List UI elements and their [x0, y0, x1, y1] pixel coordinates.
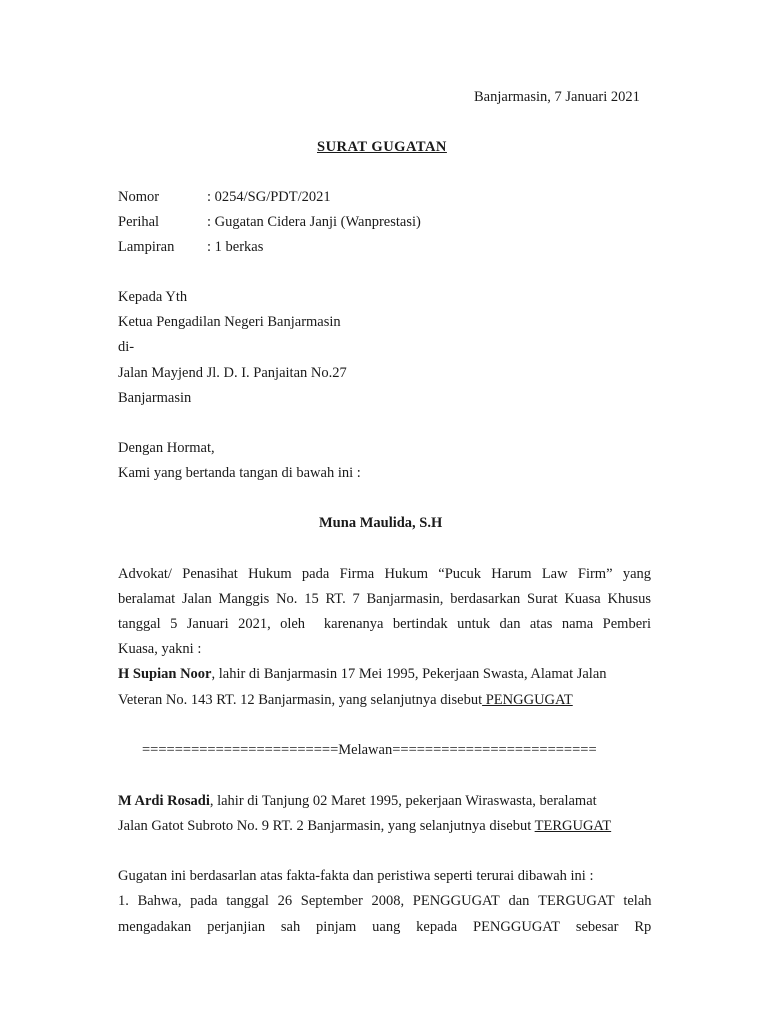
defendant-address: Jalan Gatot Subroto No. 9 RT. 2 Banjarmasin, yang selanjutnya disebut — [118, 818, 535, 834]
paragraph-line: tanggal 5 Januari 2021, oleh karenanya bertindak untuk dan atas nama Pemberi — [118, 616, 651, 632]
meta-value-lampiran: : 1 berkas — [207, 239, 264, 255]
greeting: Dengan Hormat, — [118, 440, 215, 456]
plaintiff-role: PENGGUGAT — [482, 692, 573, 708]
defendant-role: TERGUGAT — [534, 818, 612, 834]
plaintiff-name: H Supian Noor — [118, 666, 212, 682]
plaintiff-line-1 — [118, 665, 651, 683]
paragraph-line: Kuasa, yakni : — [118, 641, 202, 657]
intro-text: Kami yang bertanda tangan di bawah ini : — [118, 465, 361, 481]
place-date: Banjarmasin, 7 Januari 2021 — [474, 89, 640, 105]
meta-value-nomor: : 0254/SG/PDT/2021 — [207, 189, 331, 205]
fact-line: mengadakan perjanjian sah pinjam uang kepada PENGGUGAT sebesar Rp — [118, 919, 652, 935]
defendant-line-1 — [118, 792, 597, 810]
recipient-line: Jalan Mayjend Jl. D. I. Panjaitan No.27 — [118, 365, 347, 381]
plaintiff-address: Veteran No. 143 RT. 12 Banjarmasin, yang selanjutnya disebut — [118, 692, 483, 708]
plaintiff-line-2 — [118, 691, 573, 709]
facts-intro: Gugatan ini berdasarlan atas fakta-fakta dan peristiwa seperti terurai dibawah ini : — [118, 868, 594, 884]
recipient-line: di- — [118, 339, 135, 355]
plaintiff-details: , lahir di Banjarmasin 17 Mei 1995, Pekerjaan Swasta, Alamat Jalan — [211, 666, 607, 682]
paragraph-line: beralamat Jalan Manggis No. 15 RT. 7 Banjarmasin, berdasarkan Surat Kuasa Khusus — [118, 591, 651, 607]
fact-line: 1. Bahwa, pada tanggal 26 September 2008, PENGGUGAT dan TERGUGAT telah — [118, 893, 652, 909]
signatory-name: Muna Maulida, S.H — [319, 515, 443, 531]
defendant-name: M Ardi Rosadi — [118, 793, 210, 809]
meta-label-lampiran: Lampiran — [118, 239, 175, 255]
defendant-details: , lahir di Tanjung 02 Maret 1995, pekerjaan Wiraswasta, beralamat — [209, 793, 597, 809]
meta-label-nomor: Nomor — [118, 189, 160, 205]
recipient-line: Kepada Yth — [118, 289, 188, 305]
recipient-line: Ketua Pengadilan Negeri Banjarmasin — [118, 314, 341, 330]
recipient-line: Banjarmasin — [118, 390, 192, 406]
defendant-line-2 — [118, 817, 611, 835]
meta-value-perihal: : Gugatan Cidera Janji (Wanprestasi) — [207, 214, 421, 230]
paragraph-line: Advokat/ Penasihat Hukum pada Firma Hukum “Pucuk Harum Law Firm” yang — [118, 566, 651, 582]
meta-label-perihal: Perihal — [118, 214, 160, 230]
versus-divider: ========================Melawan========================= — [142, 742, 597, 758]
document-title: SURAT GUGATAN — [317, 139, 447, 155]
